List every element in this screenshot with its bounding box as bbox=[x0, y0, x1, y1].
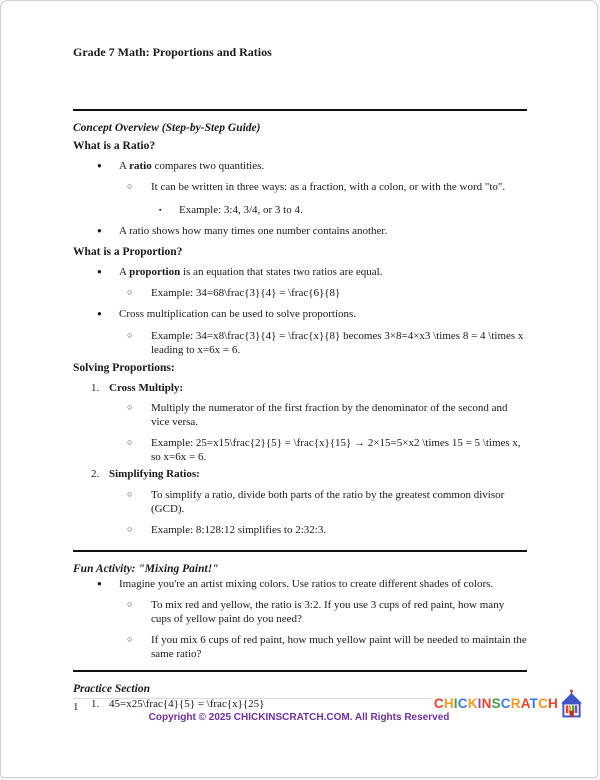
list-item bbox=[127, 286, 527, 300]
list-item bbox=[159, 203, 527, 217]
list-item-text: If you mix 6 cups of red paint, how much yellow paint will be needed to maintain the same ratio? bbox=[151, 634, 527, 660]
list-item bbox=[127, 180, 527, 194]
proportion-heading: What is a Proportion? bbox=[73, 246, 183, 258]
circle-bullet-icon: ○ bbox=[127, 634, 133, 644]
bullet-icon: ● bbox=[97, 226, 102, 235]
page-title: Grade 7 Math: Proportions and Ratios bbox=[73, 45, 272, 59]
list-item bbox=[127, 523, 527, 537]
list-item-text: Cross multiplication can be used to solve proportions. bbox=[119, 308, 357, 320]
list-item-text bbox=[119, 159, 527, 173]
text-segment: compares two quantities. bbox=[151, 160, 265, 172]
list-item bbox=[97, 577, 527, 591]
fun-activity-heading: Fun Activity: "Mixing Paint!" bbox=[73, 563, 219, 575]
list-item-text: Imagine you're an artist mixing colors. Use ratios to create different shades of colors. bbox=[119, 578, 494, 590]
list-item bbox=[97, 159, 527, 173]
list-item bbox=[97, 265, 527, 279]
text-segment: A bbox=[119, 266, 130, 278]
list-number: 2. bbox=[91, 468, 100, 480]
circle-bullet-icon: ○ bbox=[127, 437, 133, 447]
section-divider bbox=[73, 109, 527, 111]
bullet-icon: ● bbox=[97, 309, 102, 318]
ratio-heading: What is a Ratio? bbox=[73, 140, 156, 152]
circle-bullet-icon: ○ bbox=[127, 489, 133, 499]
section-divider bbox=[73, 670, 527, 672]
square-bullet-icon: ▪ bbox=[159, 206, 162, 214]
circle-bullet-icon: ○ bbox=[127, 402, 133, 412]
list-item bbox=[127, 633, 527, 661]
list-item-text bbox=[119, 265, 527, 279]
section-divider bbox=[73, 550, 527, 552]
list-item-text: A ratio shows how many times one number contains another. bbox=[119, 225, 388, 237]
list-item bbox=[127, 598, 527, 626]
list-item bbox=[127, 329, 527, 357]
circle-bullet-icon: ○ bbox=[127, 287, 133, 297]
list-number: 1. bbox=[91, 382, 100, 394]
circle-bullet-icon: ○ bbox=[127, 524, 133, 534]
concept-overview-heading: Concept Overview (Step-by-Step Guide) bbox=[73, 122, 261, 134]
text-segment-bold: proportion bbox=[129, 266, 181, 278]
bullet-icon: ● bbox=[97, 161, 102, 170]
document-content bbox=[1, 1, 597, 711]
practice-section-heading: Practice Section bbox=[73, 683, 150, 695]
list-item-text: To mix red and yellow, the ratio is 3:2. If you use 3 cups of red paint, how many cups of yellow paint do you need? bbox=[151, 599, 505, 625]
solving-heading: Solving Proportions: bbox=[73, 362, 175, 374]
footer-divider bbox=[73, 698, 431, 699]
page-number: 1 bbox=[73, 701, 79, 713]
list-item bbox=[97, 224, 527, 238]
footer-copyright: Copyright © 2025 CHICKINSCRATCH.COM. All Rights Reserved bbox=[148, 712, 450, 723]
list-number: 1. bbox=[91, 698, 100, 710]
list-item bbox=[127, 401, 527, 429]
bullet-icon: ● bbox=[97, 579, 102, 588]
circle-bullet-icon: ○ bbox=[127, 330, 133, 340]
numbered-item-text: 45=x25\frac{4}{5} = \frac{x}{25} bbox=[109, 698, 265, 710]
numbered-item bbox=[91, 381, 527, 395]
text-segment: A bbox=[119, 160, 130, 172]
list-item-text: To simplify a ratio, divide both parts of the ratio by the greatest common divisor (GCD). bbox=[151, 489, 505, 515]
list-item-text: Example: 8:128:12 simplifies to 2:32:3. bbox=[151, 524, 327, 536]
list-item bbox=[97, 307, 527, 321]
list-item bbox=[127, 436, 527, 464]
numbered-item bbox=[91, 467, 527, 481]
circle-bullet-icon: ○ bbox=[127, 181, 133, 191]
numbered-item-label: Simplifying Ratios: bbox=[109, 468, 200, 480]
list-item bbox=[127, 488, 527, 516]
text-segment: is an equation that states two ratios are equal. bbox=[180, 266, 383, 278]
list-item-text: It can be written in three ways: as a fraction, with a colon, or with the word "to". bbox=[151, 181, 506, 193]
numbered-item-label: Cross Multiply: bbox=[109, 382, 184, 394]
list-item-text: Example: 34=x8\frac{3}{4} = \frac{x}{8} becomes 3×8=4×x3 \times 8 = 4 \times x leading to x=6x = 6. bbox=[151, 330, 524, 356]
list-item-text: Example: 25=x15\frac{2}{5} = \frac{x}{15} → 2×15=5×x2 \times 15 = 5 \times x, so x=6x = 6. bbox=[151, 437, 521, 463]
circle-bullet-icon: ○ bbox=[127, 599, 133, 609]
list-item-text: Example: 3:4, 3/4, or 3 to 4. bbox=[179, 204, 303, 216]
bullet-icon: ● bbox=[97, 267, 102, 276]
list-item-text: Example: 34=68\frac{3}{4} = \frac{6}{8} bbox=[151, 287, 341, 299]
list-item-text: Multiply the numerator of the first fraction by the denominator of the second and vice versa. bbox=[151, 402, 508, 428]
logo-text: CHICKINSCRATCH bbox=[433, 695, 558, 711]
text-segment-bold: ratio bbox=[129, 160, 152, 172]
